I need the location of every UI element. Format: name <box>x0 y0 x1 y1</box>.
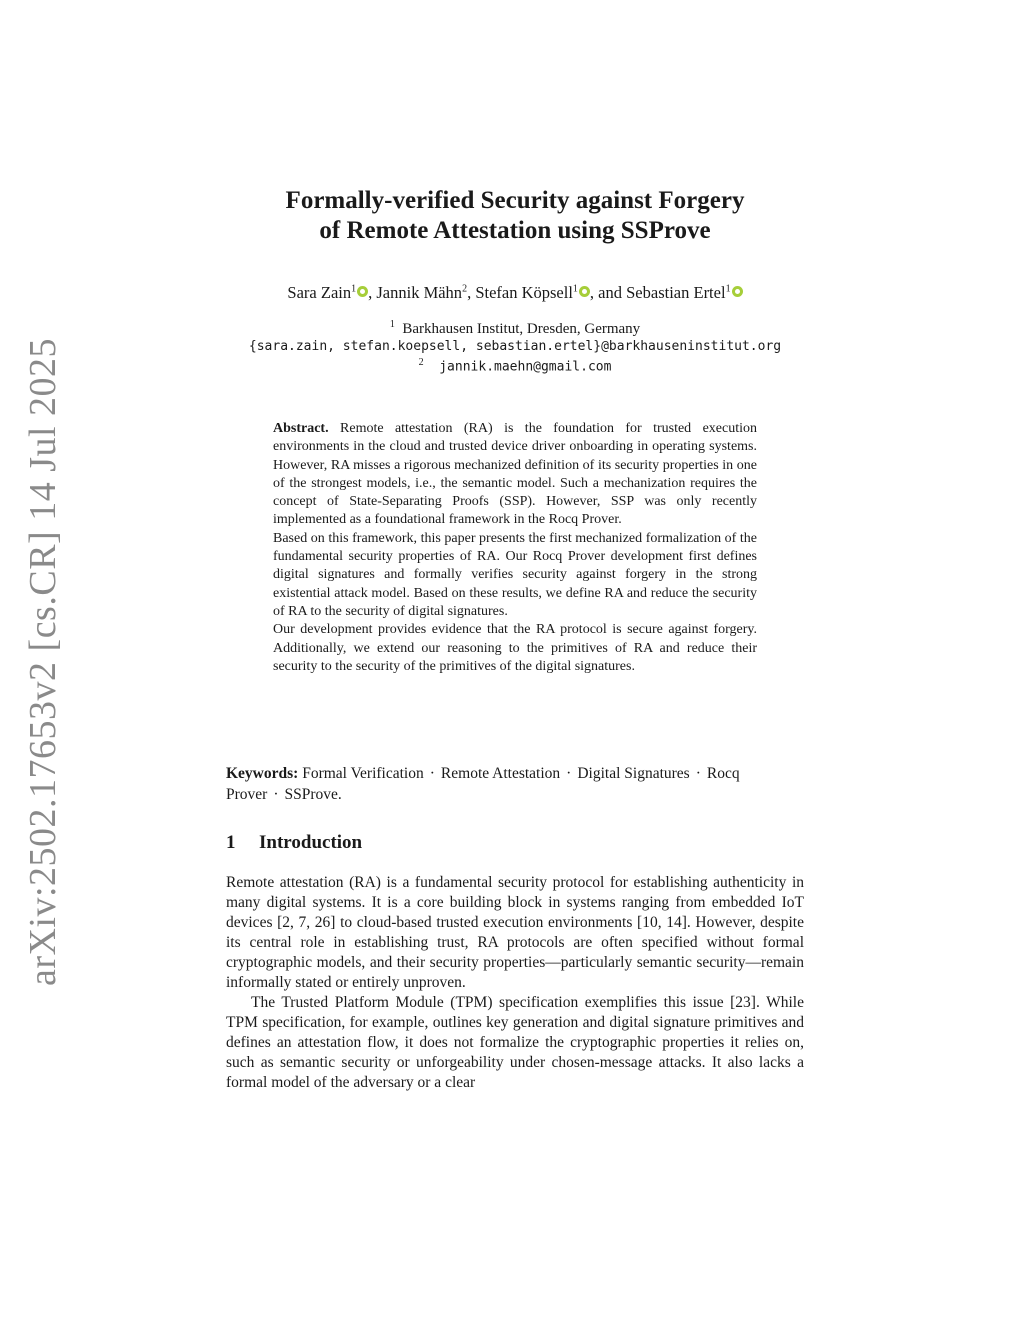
affiliation-1 <box>150 319 880 338</box>
title-line-1: Formally-verified Security against Forgery <box>285 187 745 214</box>
arxiv-identifier-sidebar <box>18 337 68 987</box>
author-name: Jannik Mähn <box>376 283 463 302</box>
author-name: Sebastian Ertel <box>626 283 726 302</box>
abstract-paragraph: Our development provides evidence that the RA protocol is secure against forgery. Additionally, we extend our reasoning to the primitives of RA and reduce their security to the security of the primitives of the digital signatures. <box>273 622 757 674</box>
affiliation-email: jannik.maehn@gmail.com <box>439 359 612 375</box>
author-separator: , <box>368 283 377 302</box>
abstract-paragraph <box>273 420 757 530</box>
paper-title <box>200 186 830 246</box>
section-title: Introduction <box>259 832 363 853</box>
body-paragraph: The Trusted Platform Module (TPM) specification exemplifies this issue [23]. While TPM specification, for example, outlines key generation and digital signature primitives and defines an attestation flow, it does not formalize the cryptographic properties it relies on, such as semantic security or unforgeability under chosen-message attacks. It also lacks a formal model of the adversary or a clear <box>226 994 804 1091</box>
author-affiliation-mark: 1 <box>572 283 578 295</box>
affiliation-number: 1 <box>389 319 395 330</box>
title-line-2: of Remote Attestation using SSProve <box>319 217 711 244</box>
affiliation-1-emails: {sara.zain, stefan.koepsell, sebastian.ertel}@barkhauseninstitut.org <box>248 339 782 354</box>
abstract <box>273 420 757 676</box>
keyword-separator: · <box>429 765 435 782</box>
keyword: Digital Signatures <box>577 765 690 782</box>
author-name: Stefan Köpsell <box>475 283 573 302</box>
author-affiliation-mark: 2 <box>462 283 468 295</box>
affiliation-number: 2 <box>418 357 424 368</box>
author-affiliation-mark: 1 <box>351 283 357 295</box>
orcid-icon[interactable] <box>732 286 743 297</box>
author-affiliation-mark: 1 <box>725 283 731 295</box>
keyword-separator: · <box>273 785 279 803</box>
keyword: Formal Verification <box>302 765 424 782</box>
author-separator: , <box>467 283 476 302</box>
orcid-icon[interactable] <box>579 286 590 297</box>
keyword-separator: · <box>566 765 572 782</box>
abstract-label: Abstract. <box>273 421 329 436</box>
abstract-paragraph: Based on this framework, this paper presents the first mechanized formalization of the fundamental security properties of RA. Our Rocq Prover development first defines digital signatures and formally verifies security against forgery in the strong existential attack model. Based on these results, we define RA and reduce the security of RA to the security of digital signatures. <box>273 530 757 619</box>
keyword-separator: · <box>695 765 701 782</box>
keywords-label: Keywords: <box>226 765 299 782</box>
keyword: Rocq Prover <box>226 765 740 803</box>
orcid-icon[interactable] <box>357 286 368 297</box>
keyword: Remote Attestation <box>440 765 561 782</box>
affiliation-2 <box>150 357 880 374</box>
affiliation-text: Barkhausen Institut, Dresden, Germany <box>402 321 641 337</box>
author-separator: , and <box>589 283 627 302</box>
section-number: 1 <box>226 832 236 853</box>
section-heading <box>226 832 362 854</box>
author-name: Sara Zain <box>287 283 352 302</box>
body-paragraph: Remote attestation (RA) is a fundamental security protocol for establishing authenticity in many digital systems. It is a core building block in systems ranging from embedded IoT devices [2, 7, 26] to cloud-based trusted execution environments [10, 14]. However, despite its central role in establishing trust, RA protocols are often specified without formal cryptographic models, and their security properties—particularly semantic security—remain informally stated or entirely unproven. <box>226 874 804 991</box>
abstract-text: Remote attestation (RA) is the foundation for trusted execution environments in the cloud and trusted device driver onboarding in operating systems. However, RA misses a rigorous mechanized definition of its security properties in one of the strongest models, i.e., the semantic model. Such a mechanization requires the concept of State-Separating Proofs (SSP). However, SSP was only recently implemented as a foundational framework in the Rocq Prover. <box>273 421 757 528</box>
keyword: SSProve. <box>284 785 342 803</box>
author-list <box>150 283 880 303</box>
body-text <box>226 873 804 1093</box>
arxiv-id: arXiv:2502.17653v2 [cs.CR] 14 Jul 2025 <box>22 337 64 987</box>
keywords <box>226 764 804 805</box>
